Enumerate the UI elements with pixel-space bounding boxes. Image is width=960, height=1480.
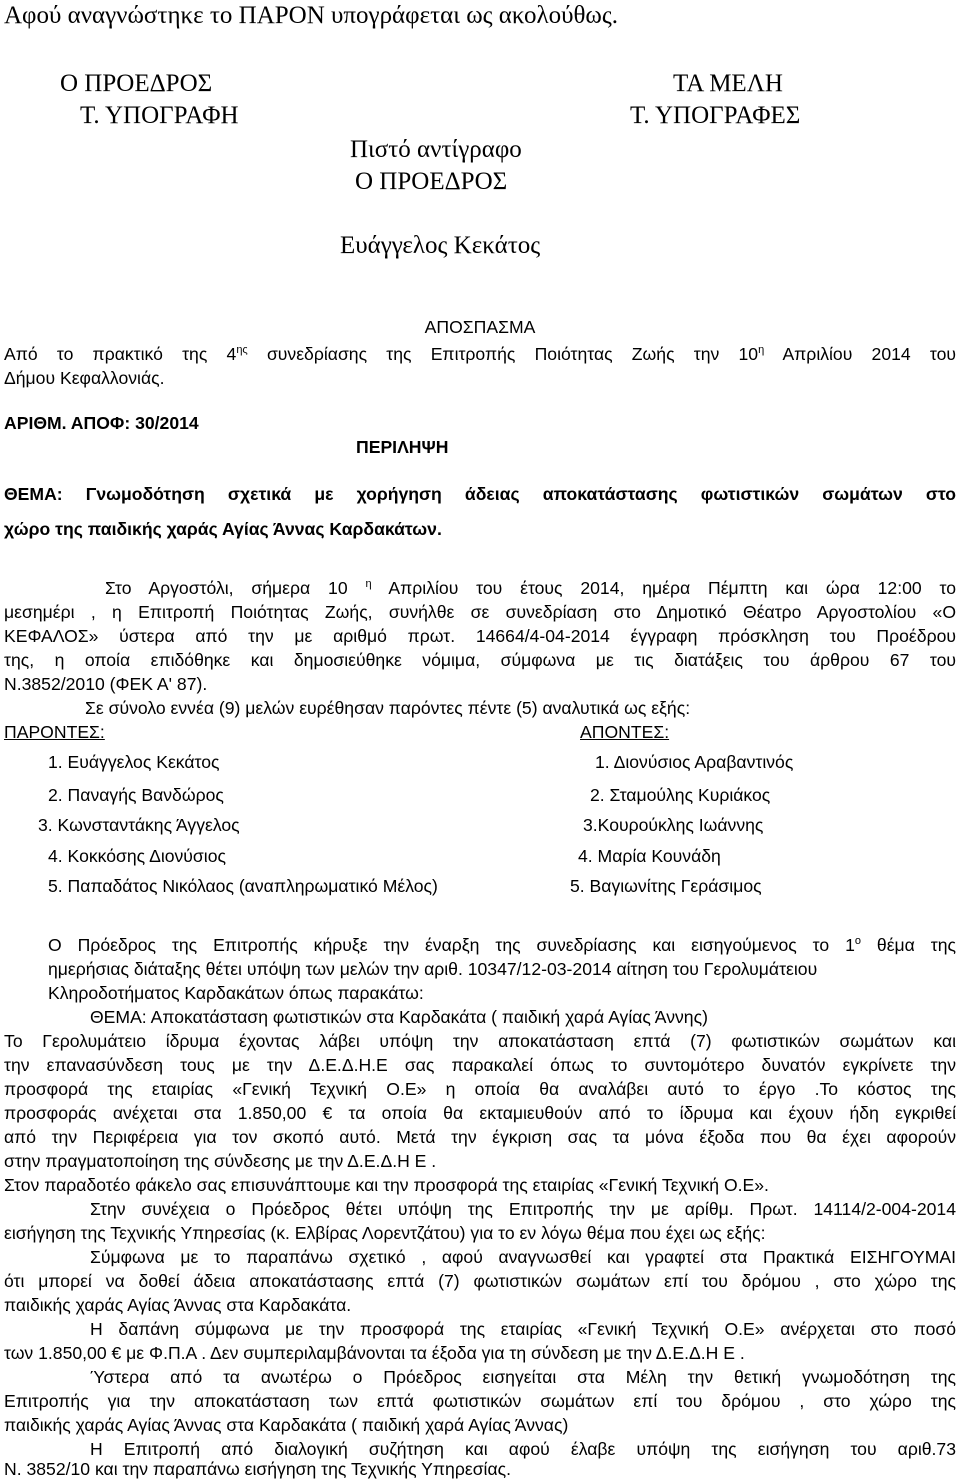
president-signature: Τ. ΥΠΟΓΡΑΦΗ [80,102,239,129]
body2-p6-line-2: των 1.850,00 € με Φ.Π.Α . Δεν συμπεριλαμβάνονται τα έξοδα για τη σύνδεση με την Δ.Ε.Δ.Η Ε . [4,1343,745,1363]
members-signatures: Τ. ΥΠΟΓΡΑΦΕΣ [630,102,801,129]
absent-member-4: 4. Μαρία Κουνάδη [578,846,721,866]
subject-line-2: χώρο της παιδικής χαράς Αγίας Άννας Καρδακάτων. [4,519,442,539]
body2-p2-line-2: την επανασύνδεση τους με την Δ.Ε.Δ.Η.Ε σας παρακαλεί όπως το συντομότερο δυνατόν εγκρίνετε την [4,1055,956,1075]
body1-line-6: Σε σύνολο εννέα (9) μελών ευρέθησαν παρόντες πέντε (5) αναλυτικά ως εξής: [85,698,691,718]
absent-member-2: 2. Σταμούλης Κυριάκος [590,785,771,805]
absent-member-3: 3.Κουρούκλης Ιωάννης [583,815,764,835]
present-member-2: 2. Παναγής Βανδώρος [48,785,224,805]
body2-p8-line-1: Η Επιτροπή από διαλογική συζήτηση και αφού έλαβε υπόψη της εισήγηση του αριθ.73 [90,1439,956,1459]
body2-p1-line-4: ΘΕΜΑ: Αποκατάσταση φωτιστικών στα Καρδακάτα ( παιδική χαρά Αγίας Άννης) [90,1007,708,1027]
present-member-4: 4. Κοκκόσης Διονύσιος [48,846,226,866]
body2-p3: Στον παραδοτέο φάκελο σας επισυνάπτουμε και την προσφορά της εταιρίας «Γενική Τεχνική Ο.Ε». [4,1175,769,1195]
body1-line-3: ΚΕΦΑΛΟΣ» ύστερα από την με αριθμό πρωτ. 14664/4-04-2014 έγγραφη πρόσκληση του Προέδρου [4,626,956,646]
body1-line-2: μεσημέρι , η Επιτροπή Ποιότητας Ζωής, συνήλθε σε συνεδρίαση στο Δημοτικό Θέατρο Αργοστολίου «Ο [4,602,956,622]
body2-p1-line-3: Κληροδοτήματος Καρδακάτων όπως παρακάτω: [48,983,424,1003]
body2-p2-line-5: από την Περιφέρεια για τον σκοπό αυτό. Μετά την έγκριση σας τα μόνα έξοδα που θα έχει αφορούν [4,1127,956,1147]
absent-member-5: 5. Βαγιωνίτης Γεράσιμος [570,876,762,896]
body1-line-5: Ν.3852/2010 (ΦΕΚ Α' 87). [4,674,208,694]
body2-p8-line-2: Ν. 3852/10 και την παραπάνω εισήγηση της Τεχνικής Υπηρεσίας. [4,1459,511,1479]
subject-line-1: ΘΕΜΑ: Γνωμοδότηση σχετικά με χορήγηση άδειας αποκατάστασης φωτιστικών σωμάτων στο [4,484,956,504]
extract-line-2: Δήμου Κεφαλλονιάς. [4,368,165,388]
present-member-1: 1. Ευάγγελος Κεκάτος [48,752,220,772]
body2-p2-line-4: προσφοράς ανέχεται στα 1.850,00 € τα οποία θα εκταμιευθούν από το ίδρυμα και έχουν ήδη εγκριθεί [4,1103,956,1123]
summary-heading: ΠΕΡΙΛΗΨΗ [356,437,449,457]
body2-p2-line-3: προσφορά της εταιρίας «Γενική Τεχνική Ο.Ε» η οποία θα αναλάβει αυτό το έργο .Το κόστος της [4,1079,956,1099]
intro-line: Αφού αναγνώστηκε το ΠΑΡΟΝ υπογράφεται ως ακολούθως. [4,2,619,29]
true-copy-president: Ο ΠΡΟΕΔΡΟΣ [355,168,508,195]
absent-label: ΑΠΟΝΤΕΣ: [580,722,670,742]
body2-p5-line-3: παιδικής χαράς Αγίας Άννας στα Καρδακάτα. [4,1295,352,1315]
present-member-3: 3. Κωνσταντάκης Άγγελος [38,815,240,835]
body2-p2-line-6: στην πραγματοποίηση της σύνδεσης με την Δ.Ε.Δ.Η Ε . [4,1151,437,1171]
signer-name: Ευάγγελος Κεκάτος [340,232,541,259]
present-label: ΠΑΡΟΝΤΕΣ: [4,722,105,742]
body2-p1-line-2: ημερήσιας διάταξης θέτει υπόψη των μελών την αριθ. 10347/12-03-2014 αίτηση του Γερολυμάτειου [48,959,818,979]
true-copy-label: Πιστό αντίγραφο [350,136,522,163]
body2-p4-line-2: εισήγηση της Τεχνικής Υπηρεσίας (κ. Ελβίρας Λορεντζάτου) για το εν λόγω θέμα που έχει ως εξής: [4,1223,766,1243]
members-title: ΤΑ ΜΕΛΗ [673,70,783,97]
body2-p2-line-1: Το Γερολυμάτειο ίδρυμα έχοντας λάβει υπόψη την αποκατάσταση επτά (7) φωτιστικών σωμάτων και [4,1031,956,1051]
body2-p7-line-2: Επιτροπής για την αποκατάσταση των επτά φωτιστικών σωμάτων επί του δρόμου , στο χώρο της [4,1391,956,1411]
body2-p5-line-1: Σύμφωνα με το παραπάνω σχετικό , αφού αναγνωσθεί και γραφτεί στα Πρακτικά ΕΙΣΗΓΟΥΜΑΙ [90,1247,956,1267]
body2-p1-line-1: Ο Πρόεδρος της Επιτροπής κήρυξε την έναρξη της συνεδρίασης και εισηγούμενος το $1^o$ θέμα της [48,935,956,955]
decision-number: ΑΡΙΘΜ. ΑΠΟΦ: 30/2014 [4,413,199,433]
extract-title: ΑΠΟΣΠΑΣΜΑ [424,317,536,337]
body2-p6-line-1: Η δαπάνη σύμφωνα με την προσφορά της εταιρίας «Γενική Τεχνική Ο.Ε» ανέρχεται στο ποσό [90,1319,956,1339]
present-member-5: 5. Παπαδάτος Νικόλαος (αναπληρωματικό Μέλος) [48,876,438,896]
body1-line-4: της, η οποία επιδόθηκε και δημοσιεύθηκε νόμιμα, σύμφωνα με τις διατάξεις του άρθρου 67 του [4,650,956,670]
body2-p5-line-2: ότι μπορεί να δοθεί άδεια αποκατάστασης επτά (7) φωτιστικών σωμάτων επί του δρόμου , στο χώρο της [4,1271,956,1291]
extract-line-1: Από το πρακτικό της $4^{\eta\varsigma}$ συνεδρίασης της Επιτροπής Ποιότητας Ζωής την $10^\eta$ Απριλίου 2014 του [4,344,956,364]
body2-p7-line-3: παιδικής χαράς Αγίας Άννας στα Καρδακάτα ( παιδική χαρά Αγίας Άννας) [4,1415,569,1435]
body2-p4-line-1: Στην συνέχεια ο Πρόεδρος θέτει υπόψη της Επιτροπής την με αρίθμ. Πρωτ. 14114/2-004-2014 [90,1199,956,1219]
body1-line-1: Στο Αργοστόλι, σήμερα 10 $^\eta$ Απριλίου του έτους 2014, ημέρα Πέμπτη και ώρα 12:00 το [105,578,956,598]
body2-p7-line-1: Ύστερα από τα ανωτέρω ο Πρόεδρος εισηγείται στα Μέλη την θετική γνωμοδότηση της [90,1367,956,1387]
president-title: Ο ΠΡΟΕΔΡΟΣ [60,70,213,97]
absent-member-1: 1. Διονύσιος Αραβαντινός [595,752,794,772]
